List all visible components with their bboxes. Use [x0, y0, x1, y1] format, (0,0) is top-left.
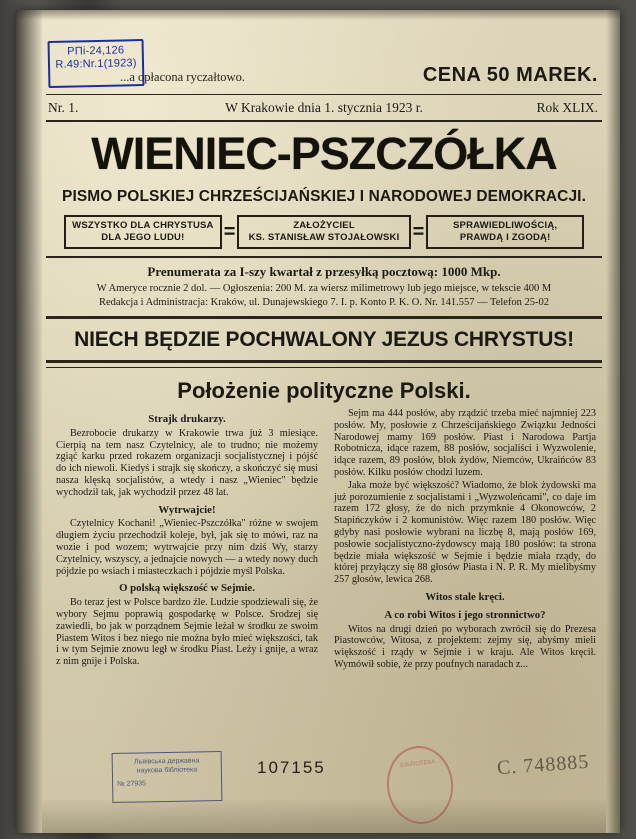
subscription-details-line-2: Redakcja i Administracja: Kraków, ul. Dunajewskiego 7. I. p. Konto P. K. O. Nr. 141.557 — Telefon 25-02: [98, 296, 550, 308]
pencil-shelfmark: C. 748885: [496, 750, 590, 780]
right-heading-1: Witos stale kręci.: [425, 590, 505, 603]
divider-under-mottos: [46, 256, 602, 258]
masthead-title: WIENIEC-PSZCZÓŁKA: [91, 128, 557, 179]
left-paragraph-3: Bo teraz jest w Polsce bardzo źle. Ludzie spodziewali się, że wybory Sejmu poprawią gospodarkę w Polsce. Srodzej się zawiedli, bo jak w porządnem Sejmie leżał w środku ze swoim Piastem Witos i bez niego nie można było mieć większości, tak i w tym Sejmie znowu legł w środku Piast. Leży i gnije, a wraz z nim gnije i Polska.: [56, 597, 318, 668]
library-rect-stamp-line-2: наукова бібліотека: [136, 766, 198, 775]
subscription-line: Prenumerata za I-szy kwartał z przesyłką pocztową: 1000 Mkp.: [147, 264, 501, 279]
motto-2-line-1: ZAŁOŻYCIEL: [293, 220, 355, 231]
postage-note: ...a opłacona ryczałtowo.: [120, 70, 245, 84]
issue-number: Nr. 1.: [48, 100, 79, 115]
article-title: Położenie polityczne Polski.: [177, 378, 471, 403]
left-paragraph-1: Bezrobocie drukarzy w Krakowie trwa już 3 miesiące. Cierpią na tem nasz Czytelnicy, ale to trudno; nie możemy zgiąć karku przed rokazem organizacji socjalistycznej i pójść do ich niewoli. Kiedyś i strajk się skończy, a skończyć się musi nasza klęską socjalistów, a wtedy i nasz „Wieniec" będzie wychodził tak, jak wychodził przez 48 lat.: [56, 427, 318, 498]
motto-3-line-2: PRAWDĄ I ZGODĄ!: [459, 232, 551, 243]
newspaper-page: [16, 10, 620, 833]
place-and-date: W Krakowie dnia 1. stycznia 1923 r.: [225, 100, 423, 115]
library-rect-stamp-number: № 27935: [117, 780, 147, 788]
greeting-banner: NIECH BĘDZIE POCHWALONY JEZUS CHRYSTUS!: [74, 328, 574, 351]
library-stamp-line1: РПі-24,126: [67, 44, 125, 58]
left-heading-3: O polską większość w Sejmie.: [119, 582, 255, 595]
masthead-subtitle: PISMO POLSKIEJ CHRZEŚCIJAŃSKIEJ I NARODOWEJ DEMOKRACJI.: [62, 188, 586, 205]
right-paragraph-3: Witos na drugi dzień po wyborach zwrócił się do Prezesa Piastowców, Witosa, z projektem: zejmy się, abyśmy mieli większość i rządy w Sejmie i w kraju. Ale Witos kręcił. Wymówił sobie, że przy poufnych naradach z...: [334, 623, 596, 670]
right-paragraph-1: Sejm ma 444 posłów, aby rządzić trzeba mieć najmniej 223 posłów. My, posłowie z Chrześcijańskiego Związku Jedności Narodowej mamy 169 posłów. Piast i Narodowa Partja Robotnicza, idące razem, 88 posłów, socjaliści i Wyzwolenie, idące razem, 89 posłów, blok żydów, Niemców, Ukraińców 83 posłów. Kilku posłów chodzi luzem.: [334, 408, 596, 478]
accession-number: 107155: [257, 758, 326, 777]
library-rect-stamp: [112, 751, 223, 803]
motto-box-2: [237, 215, 410, 249]
divider-below-greeting-thin: [46, 367, 602, 368]
motto-box-1: [64, 215, 222, 249]
motto-separator-left: =: [223, 220, 236, 243]
volume-year: Rok XLIX.: [536, 100, 598, 115]
left-heading-2: Wytrwajcie!: [158, 503, 216, 516]
library-stamp-line2: R.49:Nr.1(1923): [55, 57, 137, 71]
left-paragraph-2: Czytelnicy Kochani! „Wieniec-Pszczółka" różne w swojem długiem życiu przechodził koleje, był, jak się to mówi, raz na wozie i pod wozem; wytrwajcie przy nim dziś Wy, starzy Czytelnicy, wszyscy, a jednajcie nowych — a wtedy nowy duch pójdzie po wsiach i miasteczkach i pójdzie myśl Polska.: [56, 518, 318, 577]
article-columns: [56, 408, 596, 738]
right-heading-2: A co robi Witos i jego stronnictwo?: [384, 608, 546, 621]
library-rect-stamp-line-1: Львівська державна: [134, 757, 200, 766]
article-column-right: [334, 408, 596, 738]
divider-below-greeting: [46, 360, 602, 363]
motto-separator-right: =: [412, 220, 425, 243]
motto-box-3: [426, 215, 584, 249]
divider-under-issue: [46, 120, 602, 122]
round-library-stamp: БІБЛІОТЕКА: [383, 743, 457, 827]
motto-2-line-2: KS. STANISŁAW STOJAŁOWSKI: [248, 232, 400, 243]
motto-boxes: [64, 215, 584, 249]
motto-3-line-1: SPRAWIEDLIWOŚCIĄ,: [453, 220, 558, 231]
page-content: [42, 10, 606, 833]
article-column-left: [56, 408, 318, 738]
page-bottom-shading: [42, 800, 606, 833]
page-left-shadow: [16, 10, 42, 833]
right-paragraph-2: Jaka może być większość? Wiadomo, że blok żydowski ma już porozumienie z socjalistami i „Wyzwoleńcami", co daje im razem 172 głosy, że do nich przymknie 4 Okonowców, 2 Stapińczyków i 2 komunistów. Więc razem 180 posłów. Więc gdyby nasi posłowie wybrani na liczbę 8, mają posłów 169, posłowie socjalistyczno-żydowscy mają 180 posłów: ta strona będzie miała większość w Sejmie i będzie miała rządy, do której przyłączy się 88 głosów Piasta i N. P. R. My mielibyśmy 257 głosów, lewica 268.: [334, 479, 596, 586]
divider-above-greeting: [46, 316, 602, 319]
subscription-details-line-1: W Ameryce rocznie 2 dol. — Ogłoszenia: 200 M. za wiersz milimetrowy lub jego miejsce, w tekscie 400 M: [96, 283, 552, 294]
page-right-shadow: [606, 10, 620, 833]
divider-top: [46, 94, 602, 95]
motto-1-line-1: WSZYSTKO DLA CHRYSTUSA: [72, 220, 214, 231]
price-label: CENA 50 MAREK.: [422, 64, 598, 86]
motto-1-line-2: DLA JEGO LUDU!: [101, 232, 185, 243]
left-heading-1: Strajk drukarzy.: [148, 413, 226, 425]
subscription-details: [52, 282, 596, 309]
